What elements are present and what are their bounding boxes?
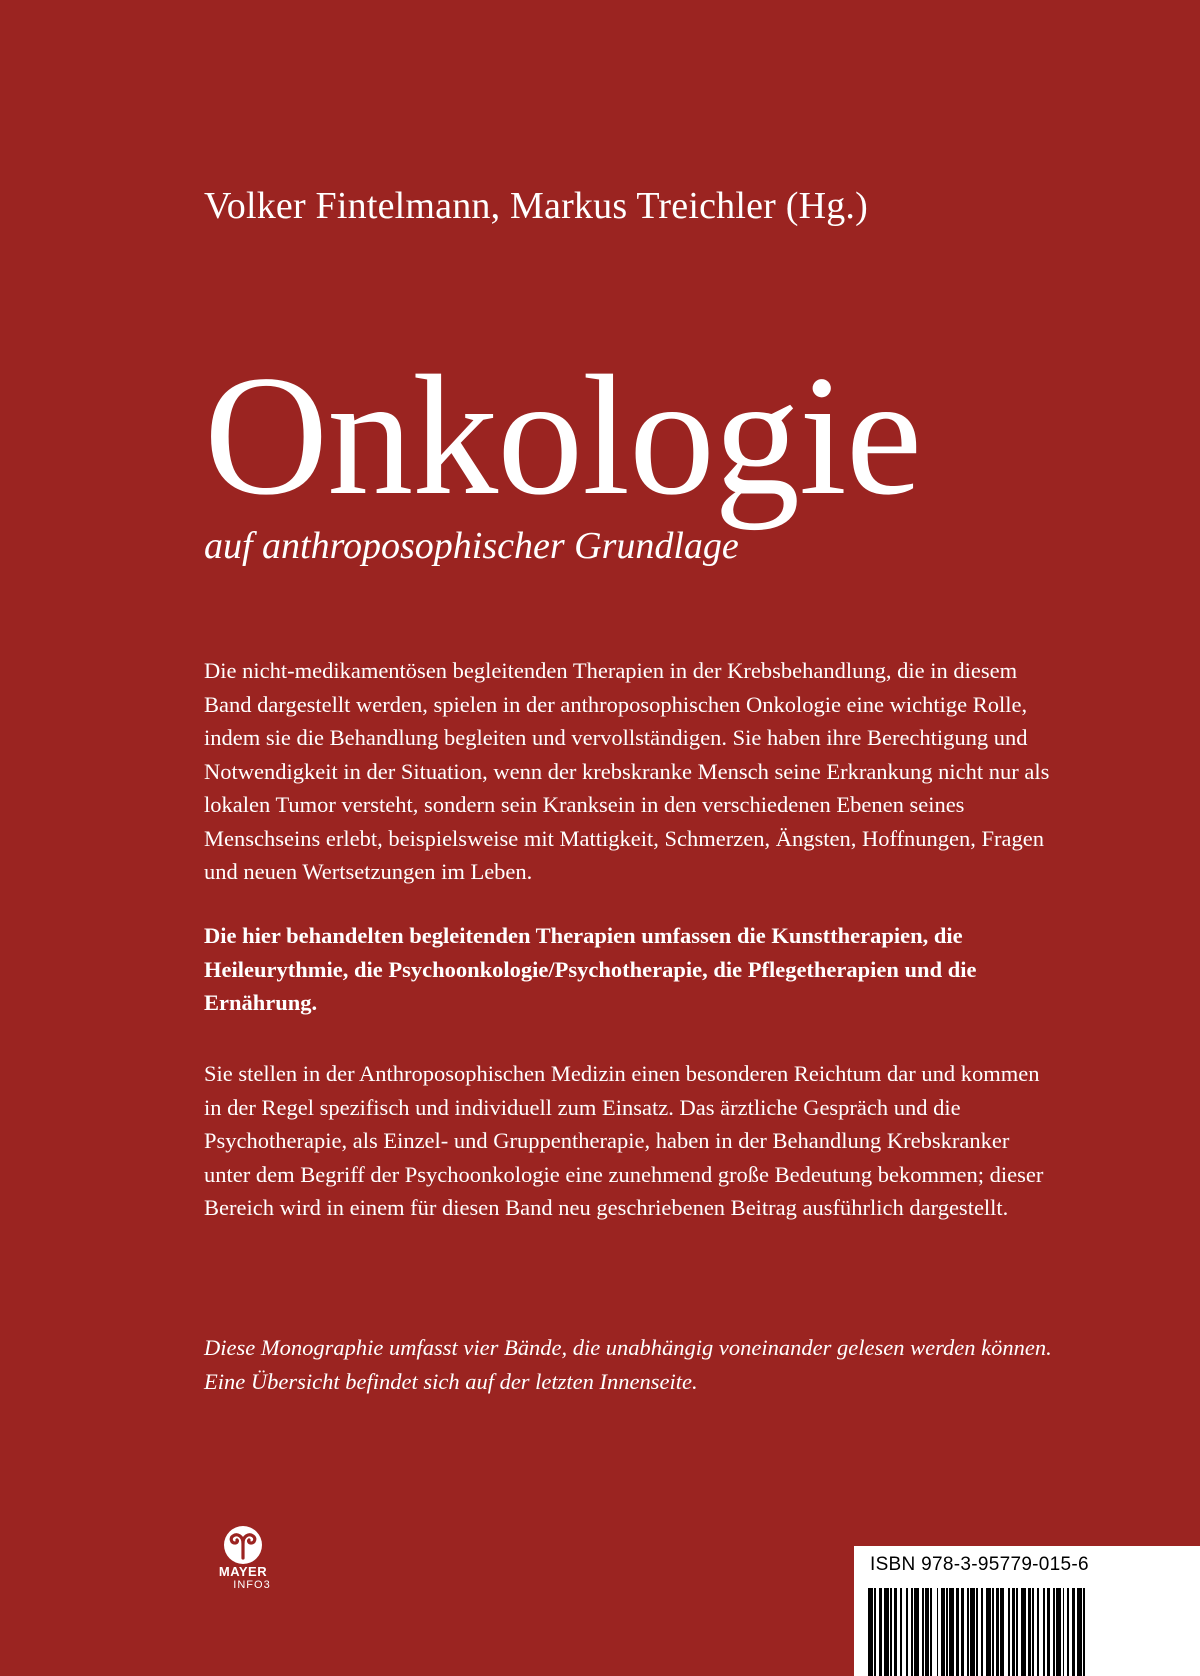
authors: Volker Fintelmann, Markus Treichler (Hg.): [204, 185, 868, 227]
barcode-bar: [1085, 1588, 1087, 1676]
book-subtitle: auf anthroposophischer Grundlage: [204, 525, 739, 567]
series-note: Diese Monographie umfasst vier Bände, die unabhängig voneinander gelesen werden können. Eine Übersicht befindet sich auf der letzten Innenseite.: [204, 1335, 1052, 1394]
blurb-paragraph-3: Sie stellen in der Anthroposophischen Medizin einen besonderen Reichtum dar und kommen in der Regel spezifisch und individuell zum Einsatz. Das ärztliche Gespräch und die Psychotherapie, als Einzel- und Gruppentherapie, haben in der Behandlung Krebskranker unter dem Begriff der Psychoonkologie eine zunehmend große Bedeutung bekommen; dieser Bereich wird in einem für diesen Band neu geschriebenen Beitrag ausführlich dargestellt.: [204, 1061, 1044, 1220]
publisher-logo: [208, 1525, 278, 1591]
book-title: Onkologie: [204, 341, 922, 531]
barcode: [868, 1588, 1198, 1676]
blurb-paragraph-1: Die nicht-medikamentösen begleitenden Therapien in der Krebsbehandlung, die in diesem Band dargestellt werden, spielen in der anthroposophischen Onkologie eine wichtige Rolle, indem sie die Behandlung begleiten und vervollständigen. Sie haben ihre Berechtigung und Notwendigkeit in der Situation, wenn der krebskranke Mensch seine Erkrankung nicht nur als lokalen Tumor versteht, sondern sein Kranksein in den verschiedenen Ebenen seines Menschseins erlebt, beispielsweise mit Mattigkeit, Schmerzen, Ängsten, Hoffnungen, Fragen und neuen Wertsetzungen im Leben.: [204, 658, 1050, 884]
isbn-number: ISBN 978-3-95779-015-6: [870, 1554, 1089, 1575]
ram-horn-icon: [208, 1525, 278, 1565]
barcode-label: [854, 1546, 1200, 1676]
blurb-paragraph-2: Die hier behandelten begleitenden Therapien umfassen die Kunsttherapien, die Heileurythmie, die Psychoonkologie/Psychotherapie, die Pflegetherapien und die Ernährung.: [204, 923, 977, 1015]
publisher-name: MAYER: [218, 1564, 268, 1579]
publisher-imprint: INFO3: [233, 1579, 271, 1591]
